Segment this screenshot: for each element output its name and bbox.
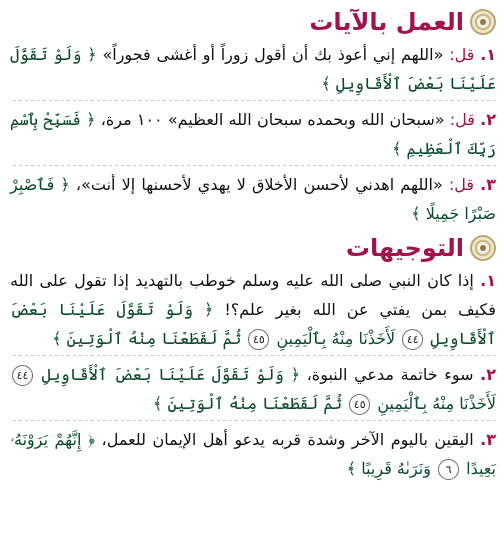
quran-verse: وَنَرَىٰهُ قَرِيبًا ﴾ xyxy=(346,459,431,478)
divider xyxy=(10,420,496,421)
quran-verse: ﴿ فَسَبِّحْ بِٱسْمِ رَبِّكَ ٱلْعَظِيمِ ﴾ xyxy=(10,110,496,158)
item-text: «سبحان الله وبحمده سبحان الله العظيم» ١٠٠ مرة، xyxy=(100,110,445,129)
medallion-icon xyxy=(470,9,496,35)
section-title: التوجيهات xyxy=(345,234,464,262)
medallion-icon xyxy=(470,235,496,261)
section-heading-guidance xyxy=(10,230,496,266)
list-item xyxy=(10,40,496,98)
quran-verse: لَأَخَذْنَا مِنْهُ بِٱلْيَمِينِ xyxy=(377,394,496,413)
ayah-number-badge: ٦ xyxy=(438,459,459,480)
item-lead: قل: xyxy=(449,45,475,64)
list-item xyxy=(10,170,496,228)
list-item xyxy=(10,266,496,353)
divider xyxy=(10,355,496,356)
section-heading-working xyxy=(10,4,496,40)
quran-verse: ﴿ وَلَوْ تَقَوَّلَ عَلَيْنَا بَعْضَ ٱلْأَقَاوِيلِ xyxy=(10,300,496,348)
divider xyxy=(10,165,496,166)
list-item xyxy=(10,105,496,163)
ayah-number-badge: ٤٤ xyxy=(402,329,423,350)
quran-verse: ﴿ فَٱصْبِرْ صَبْرًا جَمِيلًا ﴾ xyxy=(10,175,496,223)
quran-verse: لَأَخَذْنَا مِنْهُ بِٱلْيَمِينِ xyxy=(276,329,396,348)
item-number: ٣. xyxy=(480,430,496,449)
item-text: «اللهم إني أعوذ بك أن أقول زوراً أو أغشى فجوراً» xyxy=(102,45,444,64)
item-number: ٢. xyxy=(480,110,496,129)
item-number: ٢. xyxy=(480,365,497,384)
quran-verse: ثُمَّ لَقَطَعْنَا مِنْهُ ٱلْوَتِينَ ﴾ xyxy=(153,394,343,413)
item-text: «اللهم اهدني لأحسن الأخلاق لا يهدي لأحسنها إلا أنت»، xyxy=(75,175,443,194)
ayah-number-badge: ٤٥ xyxy=(248,329,269,350)
item-lead: قل: xyxy=(448,175,475,194)
divider xyxy=(10,100,496,101)
list-item xyxy=(10,425,496,483)
item-number: ٣. xyxy=(480,175,497,194)
list-item xyxy=(10,360,496,418)
quran-verse: ﴿ وَلَوْ تَقَوَّلَ عَلَيْنَا بَعْضَ ٱلْأَقَاوِيلِ ﴾ xyxy=(10,45,496,93)
section-title: العمل بالآيات xyxy=(309,8,464,36)
quran-verse: ثُمَّ لَقَطَعْنَا مِنْهُ ٱلْوَتِينَ ﴾ xyxy=(52,329,242,348)
quran-verse: ﴿ إِنَّهُمْ يَرَوْنَهُۥ بَعِيدًا xyxy=(10,430,496,478)
item-text: إذا كان النبي صلى الله عليه وسلم خوطب بالتهديد إذا تقول على الله فكيف بمن يفتي عن الله بغير علم؟! xyxy=(10,271,496,319)
item-number: ١. xyxy=(480,271,496,290)
item-text: اليقين باليوم الآخر وشدة قربه يدعو أهل الإيمان للعمل، xyxy=(101,430,474,449)
ayah-number-badge: ٤٥ xyxy=(349,394,370,415)
item-lead: قل: xyxy=(449,110,475,129)
document-page xyxy=(0,4,504,548)
item-number: ١. xyxy=(480,45,497,64)
item-text: سوء خاتمة مدعي النبوة، xyxy=(306,365,474,384)
ayah-number-badge: ٤٤ xyxy=(12,365,33,386)
quran-verse: ﴿ وَلَوْ تَقَوَّلَ عَلَيْنَا بَعْضَ ٱلْأَقَاوِيلِ xyxy=(41,365,300,384)
